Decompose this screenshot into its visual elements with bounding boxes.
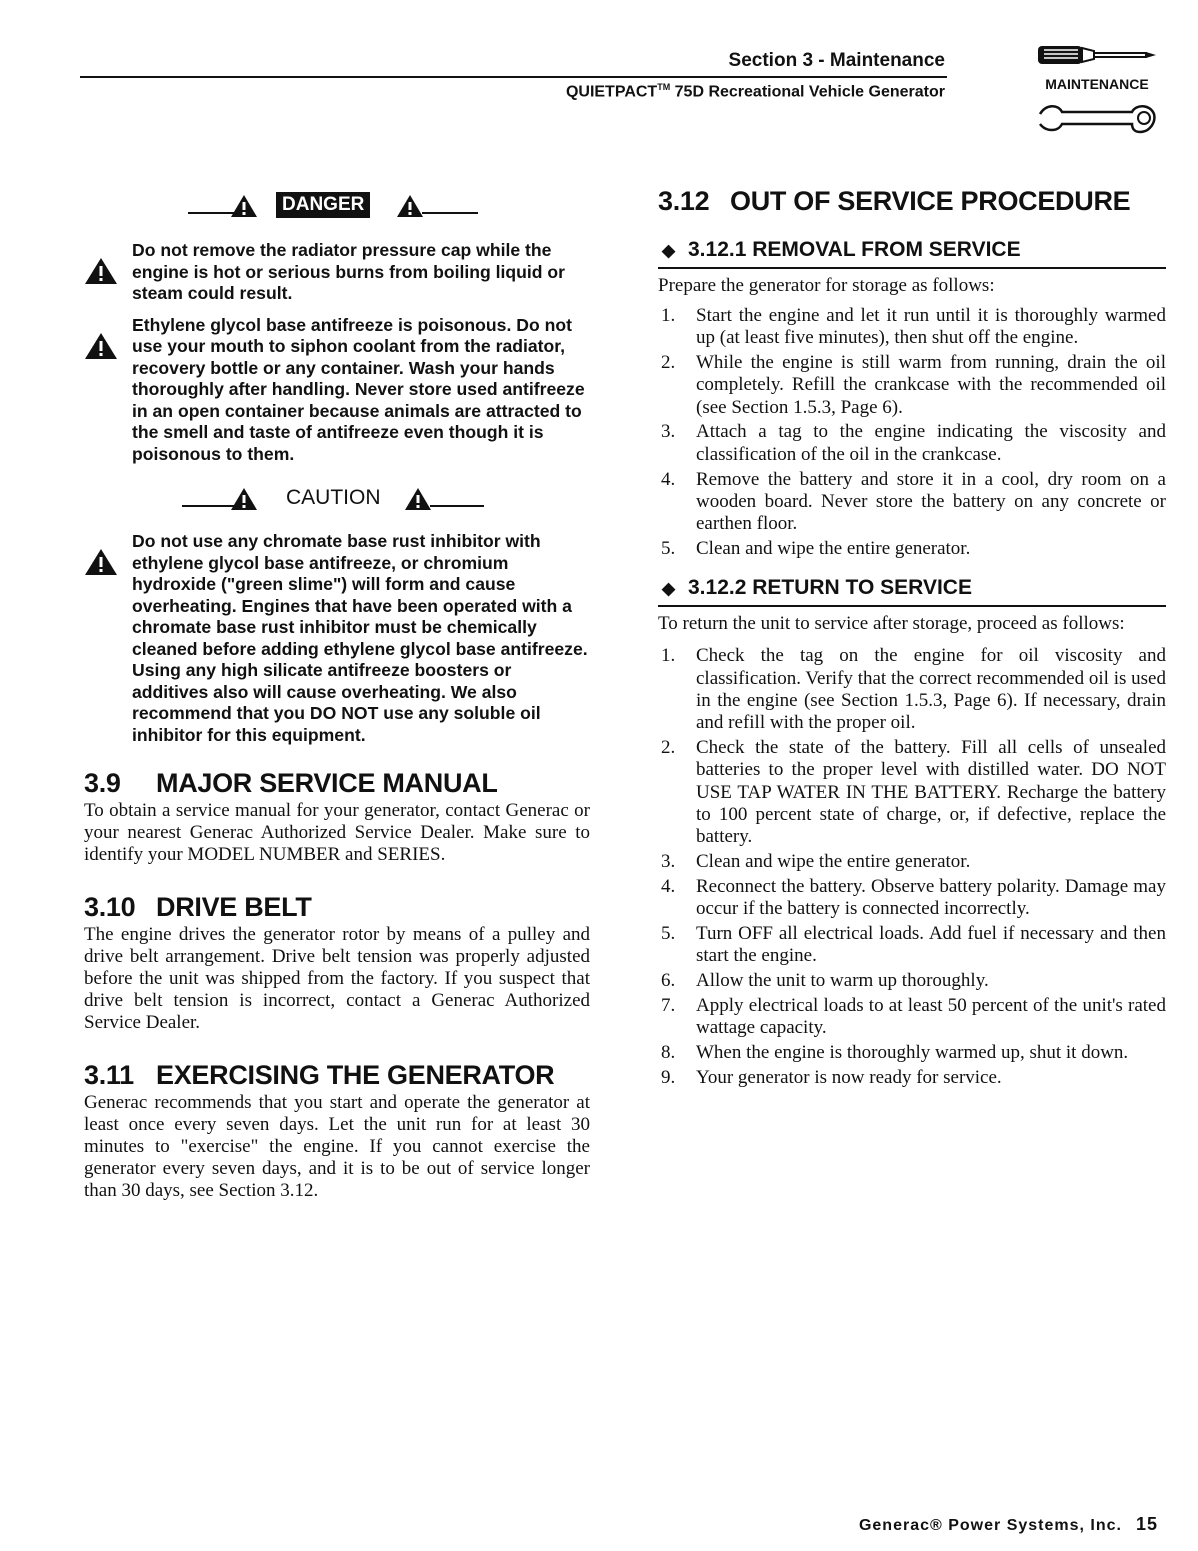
- danger-rule-right: [422, 212, 478, 214]
- list-item: 6. Allow the unit to warm up thoroughly.: [661, 969, 989, 991]
- removal-heading: [658, 236, 1166, 269]
- section-header: Section 3 - Maintenance: [728, 50, 945, 71]
- product-header: [566, 82, 945, 101]
- removal-steps: [658, 305, 1166, 560]
- removal-title: 3.12.1 REMOVAL FROM SERVICE: [688, 238, 1021, 261]
- section-number: 3.12: [658, 186, 710, 216]
- warning-triangle-icon: [396, 194, 424, 218]
- caution-warning: [84, 531, 590, 746]
- section-3-9-body: To obtain a service manual for your generator, contact Generac or your nearest Generac Authorized Service Dealer. Make sure to identify your MODEL NUMBER and SERIES.: [84, 800, 590, 865]
- list-item: 8. When the engine is thoroughly warmed up, shut it down.: [661, 1041, 1129, 1063]
- diamond-icon: ◆: [662, 241, 676, 260]
- list-item: 7. Apply electrical loads to at least 50 percent of the unit's rated wattage capacity.: [661, 994, 1166, 1039]
- return-steps: [658, 645, 1166, 1089]
- return-intro: To return the unit to service after storage, proceed as follows:: [658, 613, 1125, 635]
- caution-banner: [84, 477, 590, 521]
- product-name: QUIETPACT: [565, 83, 658, 101]
- company-name: Generac® Power Systems, Inc.: [858, 1517, 1122, 1534]
- danger-label: DANGER: [276, 192, 370, 218]
- section-number: 3.11: [84, 1060, 134, 1090]
- section-number: 3.10: [84, 892, 136, 922]
- danger-banner: [84, 184, 590, 228]
- section-3-11-heading: [84, 1058, 590, 1092]
- return-title: 3.12.2 RETURN TO SERVICE: [688, 576, 972, 600]
- diamond-icon: ◆: [662, 579, 676, 599]
- page-number: 15: [1135, 1514, 1158, 1534]
- list-item: 2. Check the state of the battery. Fill all cells of unsealed batteries to the proper level with distilled water. DO NOT USE TAP WATER IN THE BATTERY. Recharge the battery to 100 percent state of charge, or, if defective, replace the battery.: [661, 736, 1166, 848]
- list-item: 4. Reconnect the battery. Observe battery polarity. Damage may occur if the battery is connected incorrectly.: [661, 875, 1166, 920]
- danger-warning-text: Do not remove the radiator pressure cap while the engine is hot or serious burns from boiling liquid or steam could result.: [132, 240, 566, 303]
- section-title: EXERCISING THE GENERATOR: [156, 1060, 555, 1090]
- danger-warning-text: Ethylene glycol base antifreeze is poisonous. Do not use your mouth to siphon coolant from the radiator, recovery bottle or any container. Wash your hands thoroughly after handling. Never store used antifreeze in an open container because animals are attracted to the smell and taste of antifreeze even though it is poisonous to them.: [132, 314, 585, 464]
- section-3-12-heading: [658, 184, 1166, 218]
- list-item: 1. Check the tag on the engine for oil viscosity and classification. Verify that the correct recommended oil is used in the engine (see Section 1.5.3, Page 6). If necessary, drain and refill with the proper oil.: [661, 645, 1166, 734]
- section-3-10-body: The engine drives the generator rotor by means of a pulley and drive belt arrangement. Drive belt tension was properly adjusted before the unit was shipped from the factory. If you suspect that drive belt tension is incorrect, contact a Generac Authorized Service Dealer.: [84, 924, 590, 1033]
- warning-triangle-icon: [230, 487, 258, 511]
- list-item: 1. Start the engine and let it run until it is thoroughly warmed up (at least five minutes), then shut off the engine.: [661, 305, 1166, 349]
- caution-rule-left: [182, 505, 234, 507]
- return-heading: [658, 574, 1166, 607]
- list-item: 3. Attach a tag to the engine indicating the viscosity and classification of the oil in the crankcase.: [661, 421, 1166, 465]
- section-title: MAJOR SERVICE MANUAL: [156, 768, 498, 798]
- list-item: 4. Remove the battery and store it in a cool, dry room on a wooden board. Never store the battery on any concrete or earthen floor.: [661, 468, 1166, 535]
- removal-intro: Prepare the generator for storage as follows:: [658, 275, 995, 296]
- caution-label: CAUTION: [286, 486, 381, 509]
- list-item: 5. Clean and wipe the entire generator.: [661, 537, 971, 559]
- list-item: 5. Turn OFF all electrical loads. Add fuel if necessary and then start the engine.: [661, 922, 1166, 967]
- warning-triangle-icon: [84, 332, 118, 360]
- wrench-icon: [1032, 98, 1162, 138]
- danger-warning-2: [84, 315, 590, 466]
- warning-triangle-icon: [84, 548, 118, 576]
- warning-triangle-icon: [404, 487, 432, 511]
- list-item: 3. Clean and wipe the entire generator.: [661, 850, 971, 872]
- page-footer: [859, 1514, 1158, 1535]
- caution-rule-right: [430, 505, 484, 507]
- list-item: 9. Your generator is now ready for service.: [661, 1066, 1002, 1088]
- section-3-9-heading: [84, 766, 590, 800]
- danger-rule-left: [188, 212, 234, 214]
- right-column: [658, 180, 1166, 1091]
- header-rule: [80, 76, 947, 78]
- danger-warning-1: [84, 240, 590, 305]
- product-name-rest: 75D Recreational Vehicle Generator: [670, 83, 945, 101]
- section-3-10-heading: [84, 890, 590, 924]
- caution-warning-text: Do not use any chromate base rust inhibitor with ethylene glycol base antifreeze, or chromium hydroxide ("green slime") will form and cause overheating. Engines that have been operated with a chromate base rust inhibitor must be chemically cleaned before adding ethylene glycol base antifreeze. Using any high silicate antifreeze boosters or additives also will cause overheating. We also recommend that you DO NOT use any soluble oil inhibitor for this equipment.: [132, 531, 588, 745]
- maintenance-badge: [1032, 38, 1162, 138]
- section-number: 3.9: [84, 768, 121, 798]
- warning-triangle-icon: [230, 194, 258, 218]
- trademark: TM: [657, 82, 671, 92]
- section-title: OUT OF SERVICE PROCEDURE: [730, 186, 1131, 216]
- section-3-11-body: Generac recommends that you start and operate the generator at least once every seven days. Let the unit run for at least 30 minutes to "exercise" the engine. If you cannot exercise the generator every seven days, and it is to be out of service longer than 30 days, see Section 3.12.: [84, 1092, 590, 1201]
- section-title: DRIVE BELT: [156, 892, 312, 922]
- list-item: 2. While the engine is still warm from running, drain the oil completely. Refill the crankcase with the recommended oil (see Section 1.5.3, Page 6).: [661, 352, 1166, 418]
- warning-triangle-icon: [84, 257, 118, 285]
- screwdriver-icon: [1032, 38, 1162, 74]
- maintenance-label: MAINTENANCE: [1045, 76, 1149, 92]
- left-column: [84, 180, 590, 1202]
